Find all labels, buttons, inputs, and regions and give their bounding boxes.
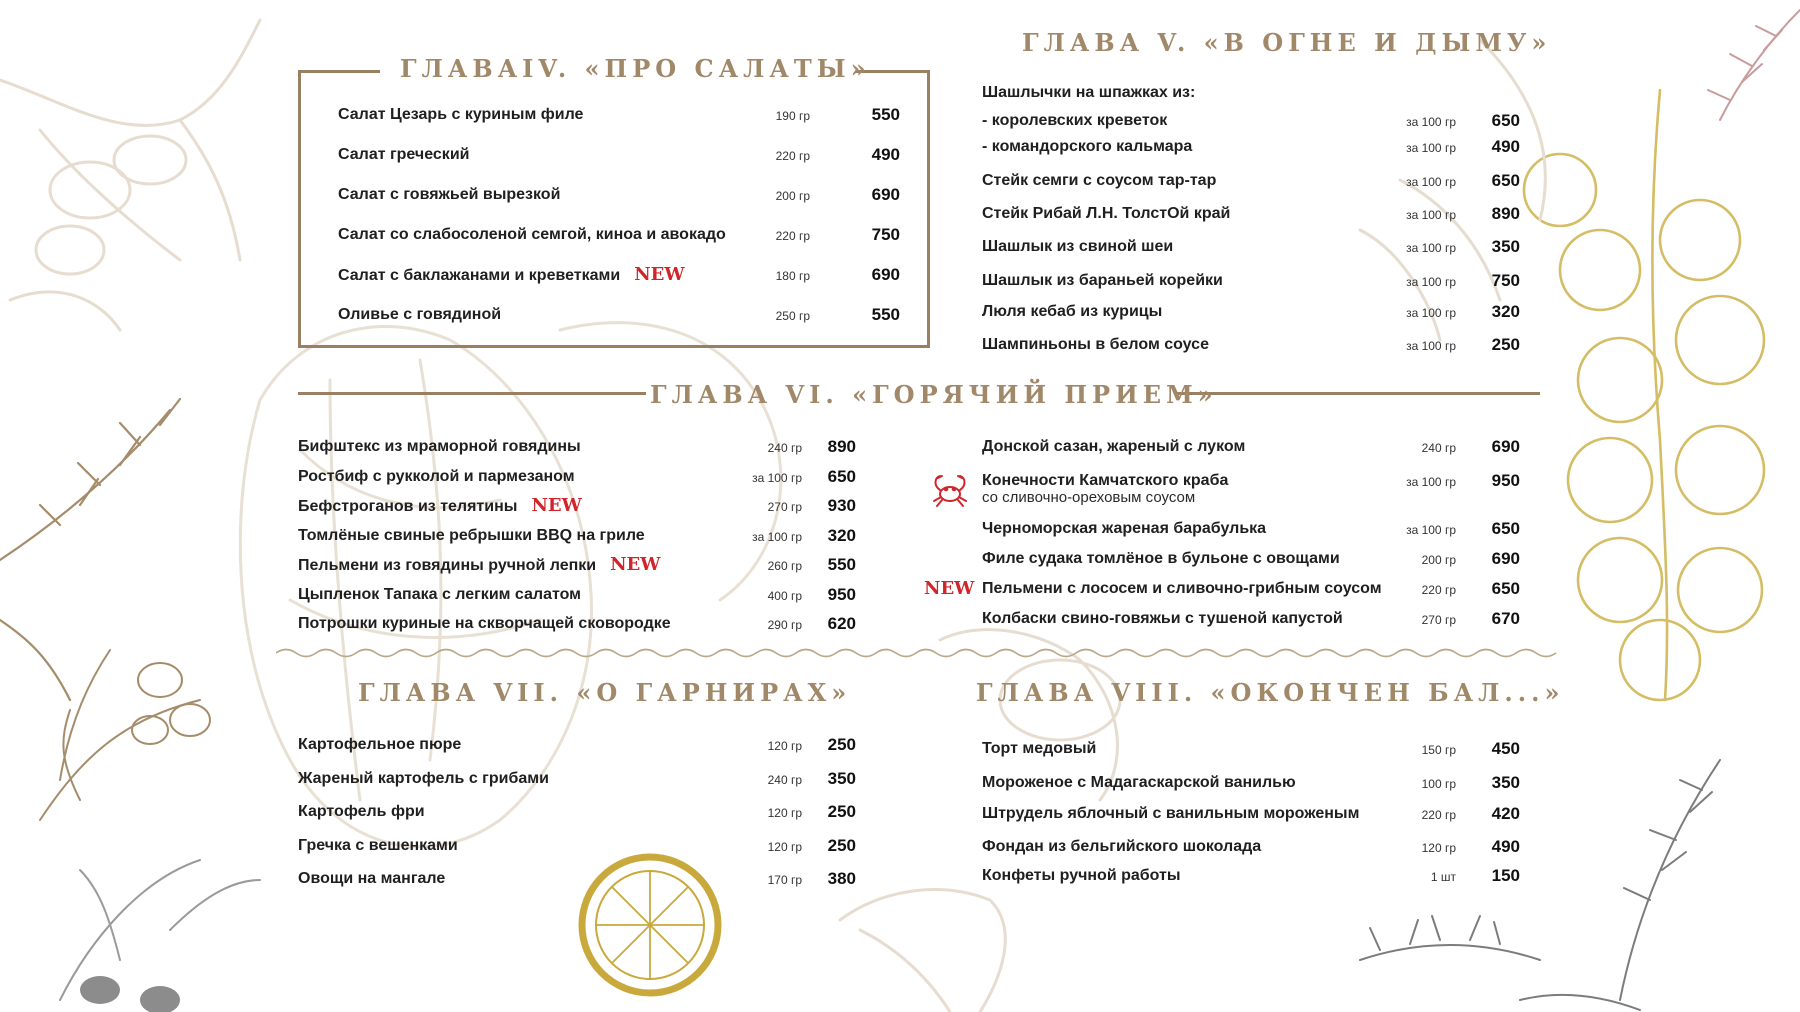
menu-item-weight: за 100 гр <box>1406 241 1456 255</box>
menu-item-weight: 240 гр <box>767 772 802 787</box>
menu-item-weight: за 100 гр <box>1406 208 1456 222</box>
sprig-top-right <box>1708 10 1800 120</box>
menu-item-price: 950 <box>1491 471 1520 490</box>
menu-item <box>338 264 900 288</box>
chapter-v-title: ГЛАВА V. «В ОГНЕ И ДЫМУ» <box>1022 28 1552 57</box>
menu-item <box>982 470 1520 506</box>
chapter-vi-title: ГЛАВА VI. «ГОРЯЧИЙ ПРИЕМ» <box>650 380 1218 409</box>
menu-item-weight: за 100 гр <box>1406 115 1456 129</box>
menu-item <box>298 835 856 859</box>
menu-item-name: Стейк семги с соусом тар-тар <box>982 172 1217 189</box>
menu-item-price: 890 <box>827 437 856 456</box>
menu-item-weight: за 100 гр <box>1406 339 1456 353</box>
menu-item-name: Пельмени из говядины ручной лепки NEW <box>298 554 661 575</box>
menu-item-price: 650 <box>1491 519 1520 538</box>
menu-item <box>982 436 1520 460</box>
menu-item-name: Овощи на мангале <box>298 870 446 887</box>
menu-item-weight: 250 гр <box>775 309 810 323</box>
menu-item-name: Конечности Камчатского краба <box>982 472 1229 489</box>
menu-item-weight: 120 гр <box>767 739 802 753</box>
menu-item-price: 930 <box>827 496 856 515</box>
sprig-left <box>0 399 180 700</box>
menu-item-name: Гречка с вешенками <box>298 836 458 854</box>
menu-item-name: Пельмени с лососем и сливочно-грибным соусом <box>982 580 1382 597</box>
menu-item-name: Филе судака томлёное в бульоне с овощами <box>982 550 1340 567</box>
menu-item-weight: 120 гр <box>767 839 802 854</box>
menu-item-weight: 240 гр <box>767 441 802 455</box>
menu-item-weight: 170 гр <box>767 873 802 887</box>
menu-item-weight: 220 гр <box>1421 808 1456 822</box>
menu-item-weight: 400 гр <box>767 588 802 603</box>
chapter-vi-rule-right <box>1176 392 1540 395</box>
menu-item <box>298 768 856 792</box>
menu-item <box>982 170 1520 194</box>
menu-item-price: 350 <box>1491 773 1520 792</box>
menu-item-price: 350 <box>827 768 856 788</box>
menu-item-price: 250 <box>827 802 856 821</box>
menu-item-weight: 120 гр <box>767 806 802 820</box>
menu-item <box>338 104 900 128</box>
menu-item-weight: 180 гр <box>775 269 810 283</box>
menu-item-weight: 200 гр <box>775 189 810 203</box>
menu-item-name: Салат с говяжьей вырезкой <box>338 186 561 203</box>
menu-item-name: Шампиньоны в белом соусе <box>982 336 1209 353</box>
menu-item-weight: за 100 гр <box>1406 275 1456 289</box>
menu-item-price: 250 <box>827 735 856 754</box>
menu-item-price: 650 <box>1491 111 1520 130</box>
menu-item <box>982 270 1520 294</box>
chapter-vii-title: ГЛАВА VII. «О ГАРНИРАХ» <box>358 678 852 707</box>
menu-item-price: 380 <box>827 869 856 888</box>
menu-item <box>298 466 856 490</box>
new-badge: NEW <box>924 578 975 599</box>
menu-item <box>982 548 1520 572</box>
menu-item-price: 690 <box>871 265 900 284</box>
menu-item-name: - командорского кальмара <box>982 138 1193 155</box>
menu-item-weight: 1 шт <box>1430 870 1456 884</box>
menu-item <box>982 334 1520 358</box>
menu-item <box>982 803 1520 827</box>
menu-item-weight: 270 гр <box>1421 613 1456 627</box>
menu-item-price: 620 <box>827 614 856 633</box>
chapter-v-intro: Шашлычки на шпажках из: <box>982 84 1196 101</box>
menu-item <box>298 801 856 825</box>
new-badge: NEW <box>531 495 582 516</box>
wavy-divider <box>276 646 1566 660</box>
menu-item-name: Шашлык из свиной шеи <box>982 238 1174 255</box>
menu-item-name: Штрудель яблочный с ванильным мороженым <box>982 805 1360 822</box>
menu-item-price: 550 <box>871 105 900 124</box>
menu-item-name: Колбаски свино-говяжьи с тушеной капустой <box>982 610 1343 627</box>
menu-item-price: 670 <box>1491 609 1520 628</box>
crab-icon <box>930 472 970 508</box>
menu-item-price: 690 <box>1491 549 1520 568</box>
menu-item <box>982 578 1520 602</box>
menu-item <box>338 144 900 168</box>
menu-item-price: 650 <box>827 466 856 486</box>
menu-item-weight: 290 гр <box>767 618 802 632</box>
menu-item-weight: за 100 гр <box>752 470 802 485</box>
menu-item-price: 690 <box>1491 437 1520 456</box>
menu-item-name: Салат Цезарь с куриным филе <box>338 106 584 123</box>
tomato-vine-right <box>1524 90 1764 700</box>
menu-item-name: Ростбиф с рукколой и пармезаном <box>298 467 575 485</box>
menu-item-price: 490 <box>1491 837 1520 856</box>
menu-item-price: 490 <box>871 145 900 164</box>
menu-item-weight: за 100 гр <box>1406 475 1456 489</box>
menu-item <box>298 554 856 578</box>
menu-item-price: 320 <box>1491 302 1520 321</box>
menu-item-subtitle: со сливочно-ореховым соусом <box>982 489 1196 506</box>
menu-item-name: Люля кебаб из курицы <box>982 303 1163 320</box>
menu-item-price: 890 <box>1491 204 1520 223</box>
menu-item-name: Торт медовый <box>982 740 1097 757</box>
menu-item <box>982 236 1520 260</box>
menu-item-name: Мороженое с Мадагаскарской ванилью <box>982 774 1296 791</box>
menu-item <box>338 184 900 208</box>
olive-branch-left <box>40 650 210 820</box>
menu-item-name: Салат с баклажанами и креветками NEW <box>338 264 685 285</box>
menu-item-name: Салат со слабосоленой семгой, киноа и авокадо <box>338 226 726 243</box>
menu-item-name: Картофельное пюре <box>298 736 462 753</box>
menu-item-price: 550 <box>827 555 856 574</box>
new-badge: NEW <box>610 554 661 575</box>
menu-item-name: Фондан из бельгийского шоколада <box>982 838 1262 855</box>
menu-item <box>298 868 856 892</box>
menu-item <box>982 518 1520 542</box>
menu-item-name: Потрошки куриные на скворчащей сковородке <box>298 615 671 632</box>
chapter-iv-title: ГЛАВАIV. «ПРО САЛАТЫ» <box>400 54 871 83</box>
menu-item <box>298 613 856 637</box>
menu-item-name: Жареный картофель с грибами <box>298 769 549 787</box>
menu-item-weight: 220 гр <box>1421 583 1456 597</box>
menu-item-name: - королевских креветок <box>982 112 1168 129</box>
menu-item-price: 420 <box>1491 804 1520 823</box>
menu-item-weight: 120 гр <box>1421 841 1456 855</box>
menu-item <box>982 608 1520 632</box>
menu-item-name: Картофель фри <box>298 803 425 820</box>
new-badge: NEW <box>634 264 685 285</box>
menu-item-price: 320 <box>827 525 856 545</box>
chapter-vi-rule-left <box>298 392 646 395</box>
menu-item-weight: за 100 гр <box>752 529 802 544</box>
menu-item-weight: 150 гр <box>1421 743 1456 757</box>
menu-item-price: 550 <box>871 305 900 324</box>
menu-item-name: Черноморская жареная барабулька <box>982 520 1267 537</box>
menu-item <box>298 525 856 549</box>
menu-item <box>982 110 1520 134</box>
menu-item-price: 690 <box>871 185 900 204</box>
menu-item <box>298 436 856 460</box>
menu-item-weight: 200 гр <box>1421 553 1456 567</box>
menu-item-name: Бифштекс из мраморной говядины <box>298 438 581 455</box>
menu-item-name: Донской сазан, жареный с луком <box>982 438 1246 455</box>
menu-item-weight: за 100 гр <box>1406 175 1456 189</box>
menu-item-weight: 220 гр <box>775 229 810 243</box>
menu-item-name: Бефстроганов из телятины NEW <box>298 495 582 516</box>
menu-item <box>338 224 900 248</box>
menu-item-price: 950 <box>827 584 856 604</box>
menu-item <box>338 304 900 328</box>
menu-item <box>298 734 856 758</box>
menu-item-name: Стейк Рибай Л.Н. ТолстОй край <box>982 205 1231 222</box>
menu-item-weight: 100 гр <box>1421 777 1456 791</box>
menu-item-name: Оливье с говядиной <box>338 306 502 323</box>
menu-item <box>298 495 856 519</box>
menu-item <box>982 836 1520 860</box>
menu-item-weight: 260 гр <box>767 559 802 573</box>
menu-item-price: 650 <box>1491 579 1520 598</box>
menu-item-weight: за 100 гр <box>1406 141 1456 155</box>
menu-item-price: 490 <box>1491 137 1520 156</box>
olive-branch-top-left <box>0 20 260 330</box>
menu-item-name: Салат греческий <box>338 146 470 163</box>
menu-item-price: 150 <box>1491 866 1520 885</box>
menu-item-weight: 220 гр <box>775 149 810 163</box>
menu-item-price: 250 <box>1491 335 1520 354</box>
menu-item-name: Цыпленок Тапака с легким салатом <box>298 585 582 603</box>
menu-item <box>982 772 1520 796</box>
menu-item <box>298 584 856 608</box>
menu-item <box>982 301 1520 325</box>
menu-item <box>982 738 1520 762</box>
menu-item-name: Шашлык из бараньей корейки <box>982 272 1223 289</box>
menu-item <box>982 136 1520 160</box>
menu-item <box>982 203 1520 227</box>
menu-item-weight: за 100 гр <box>1406 306 1456 320</box>
menu-item-price: 250 <box>827 835 856 855</box>
leaves-bottom-left <box>60 860 260 1012</box>
menu-item-weight: 270 гр <box>767 500 802 514</box>
menu-item-price: 750 <box>1491 271 1520 290</box>
menu-item-price: 350 <box>1491 237 1520 256</box>
chapter-viii-title: ГЛАВА VIII. «ОКОНЧЕН БАЛ...» <box>976 678 1565 707</box>
menu-item-price: 750 <box>871 225 900 244</box>
menu-item-name: Томлёные свиные ребрышки BBQ на гриле <box>298 526 645 544</box>
menu-item-weight: за 100 гр <box>1406 523 1456 537</box>
menu-item-weight: 240 гр <box>1421 441 1456 455</box>
menu-item <box>982 865 1520 889</box>
menu-item-price: 650 <box>1491 171 1520 190</box>
menu-item-name: Конфеты ручной работы <box>982 867 1181 884</box>
menu-item-price: 450 <box>1491 739 1520 758</box>
menu-item-weight: 190 гр <box>775 109 810 123</box>
